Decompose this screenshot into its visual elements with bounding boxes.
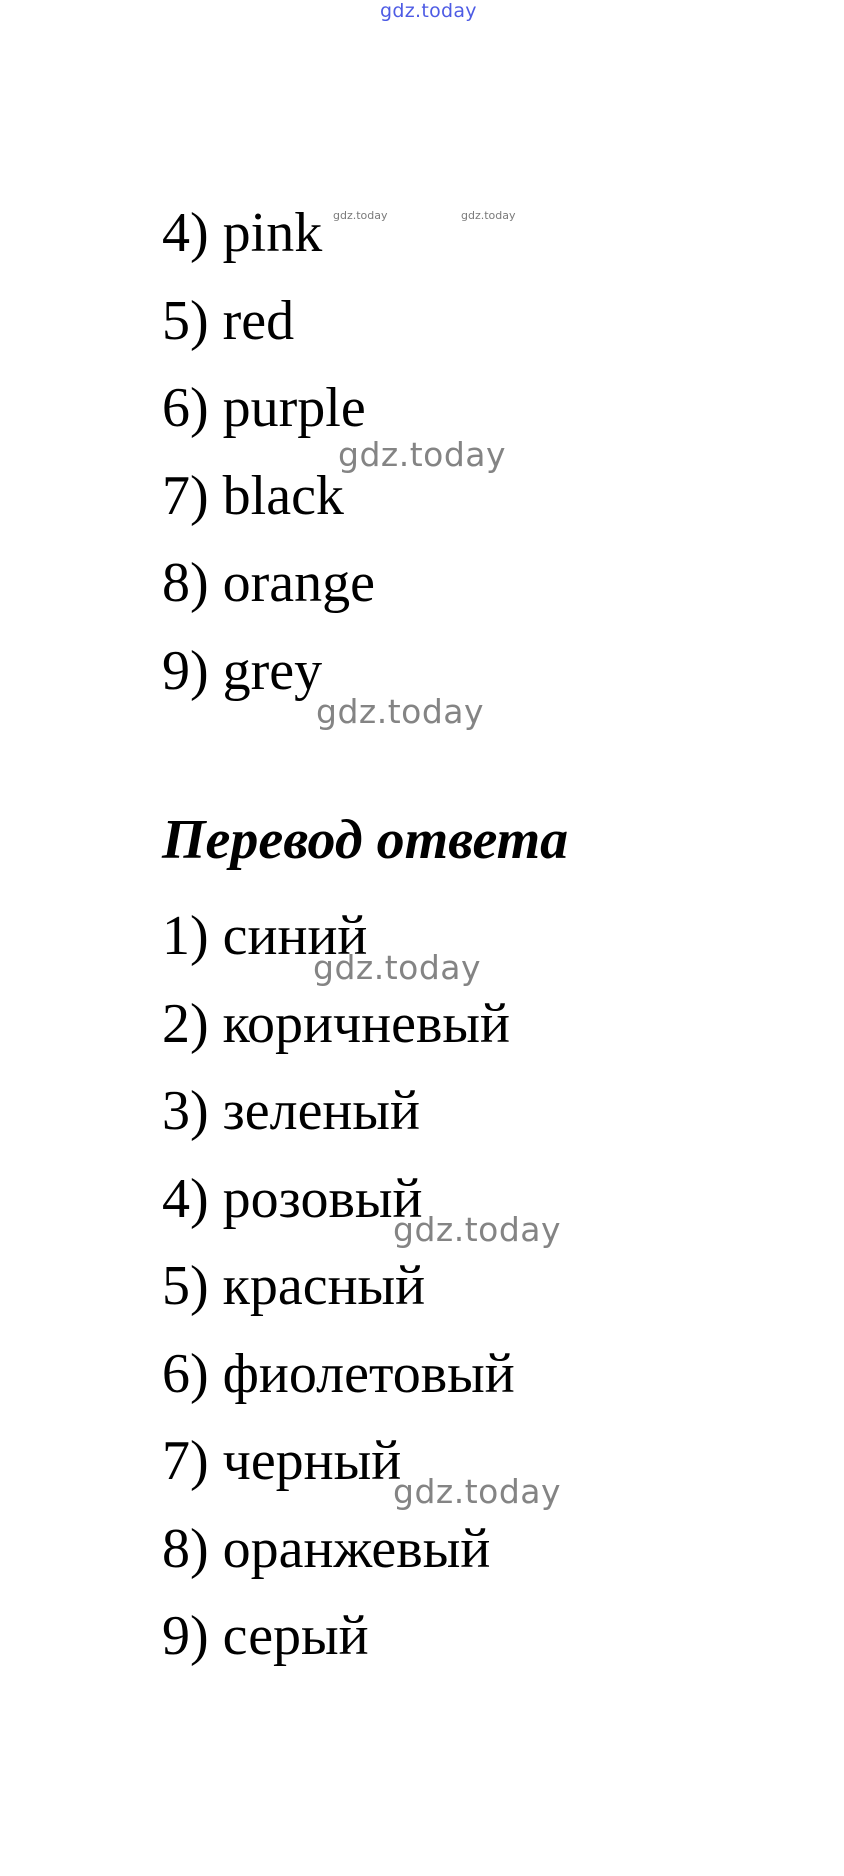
answer-item: 6) purple xyxy=(162,377,366,439)
translation-item: 3) зеленый xyxy=(162,1080,420,1142)
translation-item: 2) коричневый xyxy=(162,992,511,1055)
watermark-small-2: gdz.today xyxy=(461,209,516,222)
watermark-overlay: gdz.today xyxy=(338,435,507,474)
watermark-overlay: gdz.today xyxy=(313,948,482,987)
translation-item: 5) красный xyxy=(162,1255,426,1317)
translation-item: 9) серый xyxy=(162,1605,369,1667)
answer-item: 5) red xyxy=(162,289,295,352)
translation-list xyxy=(162,893,515,1681)
answer-item: 7) black xyxy=(162,464,344,527)
watermark-overlay: gdz.today xyxy=(316,692,485,731)
translation-item: 4) розовый xyxy=(162,1167,423,1230)
watermark-overlay: gdz.today xyxy=(393,1210,562,1249)
watermark-small-1: gdz.today xyxy=(333,209,388,222)
answer-item: 9) grey xyxy=(162,639,323,702)
translation-item: 7) черный xyxy=(162,1430,402,1492)
answer-item: 8) orange xyxy=(162,552,376,614)
watermark-top: gdz.today xyxy=(380,0,477,22)
translation-item: 8) оранжевый xyxy=(162,1517,491,1580)
watermark-overlay: gdz.today xyxy=(393,1472,562,1511)
translation-heading: Перевод ответа xyxy=(162,809,569,871)
answer-item: 4) pink xyxy=(162,202,323,264)
translation-item: 1) синий xyxy=(162,905,368,967)
translation-item: 6) фиолетовый xyxy=(162,1342,515,1405)
